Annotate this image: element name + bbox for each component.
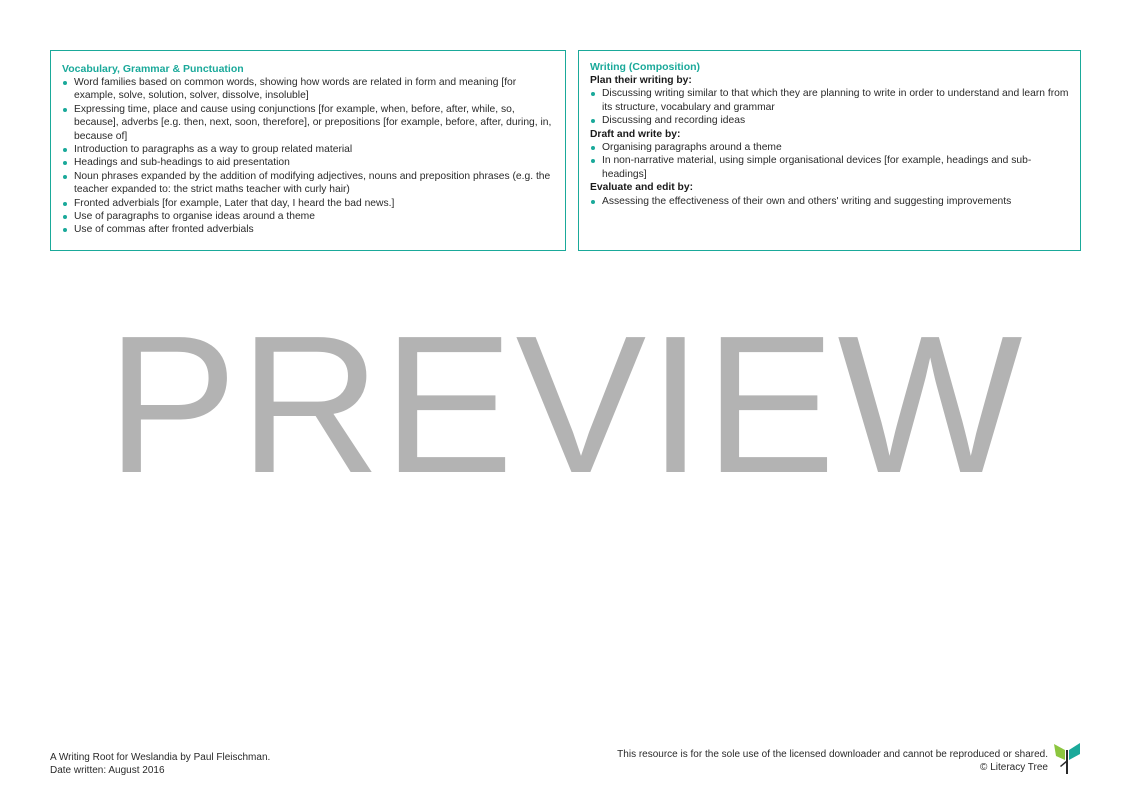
vocab-list bbox=[62, 76, 554, 237]
vocab-box-title: Vocabulary, Grammar & Punctuation bbox=[62, 63, 244, 75]
bullet-icon bbox=[63, 108, 67, 112]
bullet-icon bbox=[591, 146, 595, 150]
bullet-icon bbox=[63, 148, 67, 152]
bullet-icon bbox=[63, 81, 67, 85]
vocab-grammar-box bbox=[50, 50, 566, 251]
footer-attribution bbox=[50, 751, 270, 777]
list-item: In non-narrative material, using simple organisational devices [for example, headings and sub-headings] bbox=[590, 154, 1069, 181]
footer-date-line: Date written: August 2016 bbox=[50, 765, 165, 776]
bullet-icon bbox=[63, 161, 67, 165]
preview-watermark: PREVIEW bbox=[106, 295, 1025, 514]
list-item: Discussing and recording ideas bbox=[590, 114, 1069, 127]
list-item: Use of paragraphs to organise ideas around a theme bbox=[62, 210, 554, 223]
bullet-icon bbox=[591, 119, 595, 123]
list-item: Expressing time, place and cause using conjunctions [for example, when, before, after, while, so, because], adverbs [e.g. then, next, soon, therefore], or prepositions [for example, before, after, during, in, because of] bbox=[62, 103, 554, 143]
list-item: Introduction to paragraphs as a way to group related material bbox=[62, 143, 554, 156]
plan-heading: Plan their writing by: bbox=[590, 75, 692, 86]
bullet-icon bbox=[63, 202, 67, 206]
bullet-icon bbox=[63, 228, 67, 232]
evaluate-heading: Evaluate and edit by: bbox=[590, 182, 693, 194]
writing-composition-box bbox=[578, 50, 1081, 251]
list-item: Assessing the effectiveness of their own and others' writing and suggesting improvements bbox=[590, 195, 1069, 208]
footer-license bbox=[617, 748, 1048, 774]
bullet-icon bbox=[63, 175, 67, 179]
list-item: Discussing writing similar to that which they are planning to write in order to understand and learn from its structure, vocabulary and grammar bbox=[590, 87, 1069, 114]
bullet-icon bbox=[591, 200, 595, 204]
list-item: Use of commas after fronted adverbials bbox=[62, 223, 554, 236]
footer-copyright-line: © Literacy Tree bbox=[980, 762, 1048, 773]
list-item: Fronted adverbials [for example, Later that day, I heard the bad news.] bbox=[62, 197, 554, 210]
evaluate-list bbox=[590, 195, 1069, 208]
draft-heading: Draft and write by: bbox=[590, 128, 681, 140]
footer-license-line: This resource is for the sole use of the licensed downloader and cannot be reproduced or shared. bbox=[617, 749, 1048, 760]
tree-icon bbox=[1050, 740, 1084, 774]
draft-list bbox=[590, 141, 1069, 181]
bullet-icon bbox=[591, 159, 595, 163]
list-item: Word families based on common words, showing how words are related in form and meaning [for example, solve, solution, solver, dissolve, insoluble] bbox=[62, 76, 554, 103]
bullet-icon bbox=[591, 92, 595, 96]
list-item: Noun phrases expanded by the addition of modifying adjectives, nouns and preposition phrases (e.g. the teacher expanded to: the strict maths teacher with curly hair) bbox=[62, 170, 554, 197]
list-item: Organising paragraphs around a theme bbox=[590, 141, 1069, 154]
bullet-icon bbox=[63, 215, 67, 219]
footer-title-line: A Writing Root for Weslandia by Paul Fleischman. bbox=[50, 752, 271, 763]
writing-box-title: Writing (Composition) bbox=[590, 61, 701, 73]
plan-list bbox=[590, 87, 1069, 127]
list-item: Headings and sub-headings to aid presentation bbox=[62, 156, 554, 169]
